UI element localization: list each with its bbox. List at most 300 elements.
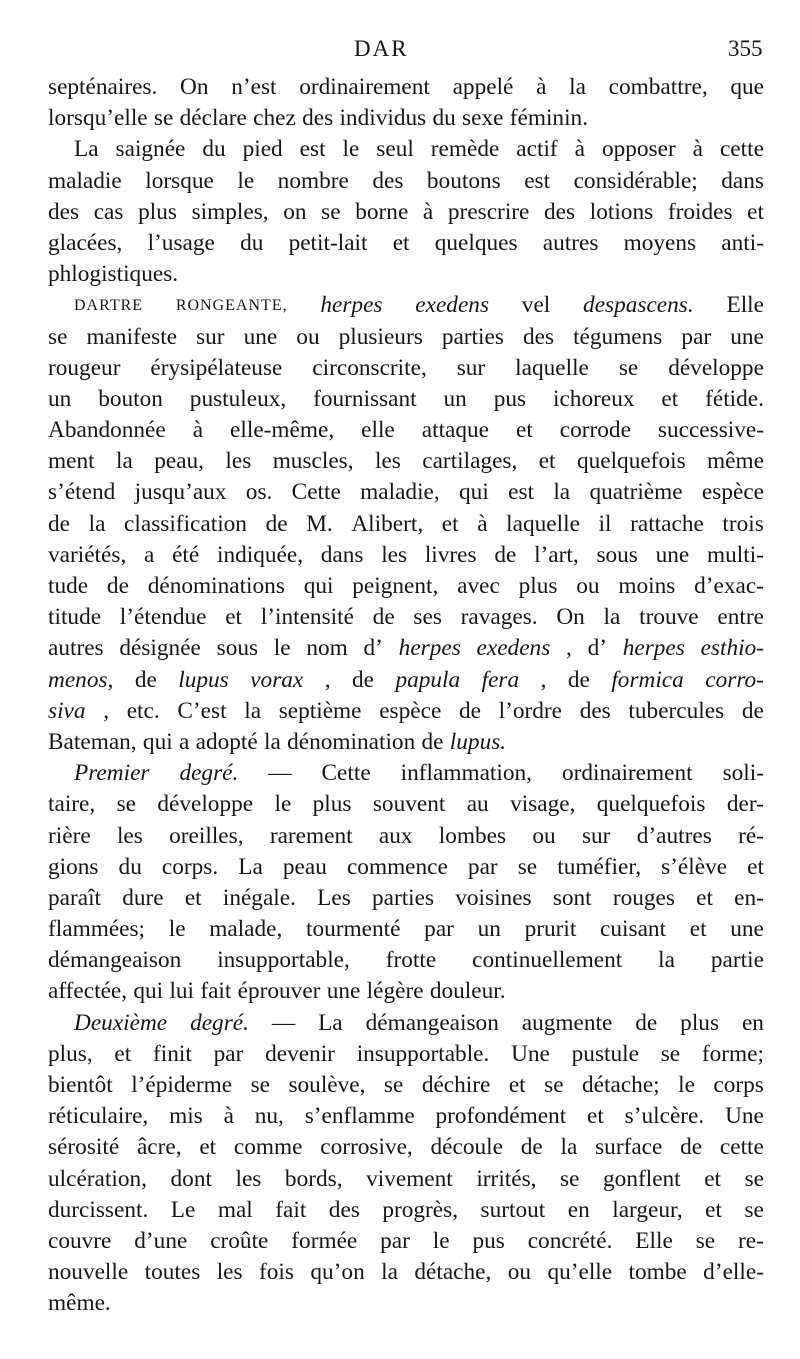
text-line [48,477,764,508]
word: les [116,822,143,849]
word: l’art, [534,541,579,568]
word: moyens [623,229,697,256]
text-line [48,166,764,197]
word: est [299,136,326,163]
text-line [48,415,764,446]
word: est [508,479,534,506]
word: le [678,1072,695,1098]
word: commence [346,853,448,880]
word: qu’on [310,1259,365,1286]
word: le [273,635,291,662]
word: par [424,916,454,943]
word: au [466,791,489,818]
word: se [383,1072,404,1098]
word: se [517,853,538,880]
word: entre [717,604,764,631]
text-line [48,384,764,415]
word: augmente [521,1009,613,1036]
word: le [342,136,360,163]
italic-word: lupus [178,666,229,693]
word: par [380,1227,410,1254]
word: jusqu’aux [134,479,227,506]
word: septième [278,697,362,724]
word: vel [521,292,551,319]
word: se [618,354,639,381]
word: détache, [414,1259,492,1286]
word: Abandonnée [48,417,166,444]
word: trois [722,510,764,537]
word: comme [233,1134,303,1161]
text-line [48,1257,764,1288]
word: qui [459,479,489,506]
word: taire, [48,791,96,818]
italic-word: exedens [476,635,551,662]
word: On [556,604,585,631]
running-title: DAR [354,36,409,61]
word: est [524,167,551,194]
word: un [48,385,72,412]
word: plus [138,198,177,225]
word: de [421,728,444,755]
word: La [74,136,99,163]
word: couvre [48,1227,112,1254]
word: boutons [426,167,501,194]
word: parties [441,323,504,350]
word: livres [424,541,477,568]
word: M. [306,510,333,537]
italic-word: lupus. [449,728,507,755]
word: cuisant [600,916,667,943]
word: fait [275,1196,307,1223]
word: tourmenté [306,916,401,943]
word: ravages. [460,604,538,631]
word: ichoreux [552,385,635,412]
word: quelques [434,229,518,256]
word: sur [581,822,611,849]
word: quelquefois [576,448,686,475]
word: ou [532,822,556,849]
word: lotions [589,198,654,225]
word: simples, [191,198,269,225]
word: la [244,697,262,724]
word: durcissent. [48,1196,149,1223]
word: d’une [134,1227,188,1254]
word: de [48,510,70,537]
word: de [741,697,764,724]
text-line [48,945,764,976]
text-line [48,353,764,384]
text-line [48,727,764,758]
word: nom [306,635,348,662]
word: peau [282,853,327,880]
word: finit [153,1040,192,1067]
page-header [0,36,800,76]
word: aux [378,822,413,849]
word: oreilles, [169,822,244,849]
word: une [730,916,764,943]
text-line [48,1226,764,1257]
word: la [569,74,586,100]
word: sérosité [48,1134,120,1161]
italic-word: papula [395,666,461,693]
word: d’autres [636,822,712,849]
word: prescrire [447,198,530,225]
word: les [235,1165,262,1192]
word: attaque [421,417,490,444]
word: , [566,635,572,662]
word: bouton [98,385,163,412]
word: soulève, [288,1072,366,1098]
word: de [635,1009,658,1036]
word: , [540,666,547,693]
word: dure [122,884,164,911]
word: Bateman, [48,728,137,755]
word: lui [169,978,195,1005]
word: croûte [210,1227,269,1254]
word: s’ulcère. [624,1103,705,1130]
word: moins [618,573,676,599]
word: concrété. [527,1227,613,1254]
word: âcre, [136,1134,182,1161]
text-line [48,259,764,290]
text-line [48,103,764,134]
small-caps-word: RONGEANTE, [175,297,288,315]
word: l’étendue [119,604,207,631]
word: été [172,541,200,568]
word: se [695,1227,716,1254]
italic-word: degré. [190,1009,249,1036]
text-line [48,322,764,353]
word: érysipélateuse [150,354,283,381]
word: qui [133,978,164,1005]
word: se [116,791,136,818]
word: à [574,136,585,163]
word: par [213,1040,244,1067]
word: éprouver [237,978,321,1005]
italic-word: formica [611,666,684,693]
word: pied [242,136,283,163]
word: dont [170,1165,212,1192]
word: pus [493,385,527,412]
word: froides [667,198,733,225]
word: etc. [126,697,160,724]
word: qu’elle [547,1259,613,1286]
word: démangeaison [48,947,182,974]
word: une [243,323,278,350]
word: classification [124,510,247,537]
word: circonscrite, [312,354,427,381]
word: se [321,198,341,225]
word: a [144,541,155,568]
word: peignent, [352,573,439,599]
word: phlogistiques. [48,261,179,288]
word: les [374,448,401,475]
word: l’ordre [498,697,563,724]
word: insupportable. [356,1040,490,1067]
word: trouve [639,604,699,631]
word: plusieurs [338,323,423,350]
word: La [238,853,263,880]
text-line [48,852,764,883]
word: voisines [455,884,532,911]
italic-word: siva [48,697,86,724]
word: soli- [722,760,764,787]
word: déclare [179,105,247,132]
word: plus [312,791,352,818]
word: à [536,74,547,100]
word: un [443,385,467,412]
word: cette [719,1134,764,1161]
italic-word: menos, [48,666,114,693]
word: de [134,666,157,693]
text-line [48,976,764,1007]
word: laquelle [515,354,589,381]
word: douleur. [429,978,506,1005]
word: l’intensité [260,604,354,631]
word: ou [296,323,320,350]
word: par [467,853,498,880]
word: la [88,510,106,537]
word: gions [48,853,99,880]
text-line [48,72,764,103]
word: et [704,1165,722,1192]
word: la [603,604,621,631]
word: remède [430,136,500,163]
word: visage, [510,791,576,818]
word: La [318,1009,343,1036]
word: corrode [559,417,631,444]
word: des [48,198,80,225]
word: rière [48,822,91,849]
word: combattre, [608,74,708,100]
text-line [48,134,764,165]
italic-word: esthio- [700,635,764,662]
word: découle [430,1134,503,1161]
word: bientôt [48,1072,113,1098]
text-line [48,602,764,633]
word: nu, [254,1103,284,1130]
word: détache; [582,1072,660,1098]
word: successive- [657,417,764,444]
word: se [660,1040,681,1067]
word: en [741,1009,764,1036]
word: formée [291,1227,358,1254]
word: une [730,323,764,350]
word: fois [259,1259,294,1286]
word: forme; [701,1040,764,1067]
word: et [587,1103,604,1130]
word: avec [457,573,500,599]
word: dénominations [147,573,285,599]
text-line [48,228,764,259]
word: une [326,978,361,1005]
word: de [680,1134,703,1161]
word: profondément [435,1103,567,1130]
word: fétide. [705,385,764,412]
word: corrosive, [320,1134,413,1161]
text-line [48,633,764,664]
text-line [48,571,764,602]
word: actif [516,136,558,163]
italic-word: exedens [415,292,490,319]
word: autres [48,635,104,662]
italic-word: despascens. [583,292,694,319]
word: variétés, [48,541,127,568]
text-line [48,1070,764,1101]
word: se [48,323,68,350]
word: ment [48,448,95,475]
word: chez [253,105,296,132]
word: elle [361,417,395,444]
word: multi- [706,541,764,568]
word: fournissant [313,385,417,412]
word: glacées, [48,229,123,256]
word: légère [366,978,424,1005]
word: féminin. [509,105,589,132]
word: se [153,105,174,132]
word: de [106,573,129,599]
word: cette [719,136,764,163]
italic-word: herpes [398,635,461,662]
word: dénomination [287,728,416,755]
italic-word: corro- [705,666,764,693]
word: ou [576,573,600,599]
word: et [515,417,533,444]
word: sont [552,884,592,911]
word: de [567,666,590,693]
word: développe [668,354,764,381]
word: ordinairement [561,760,693,787]
word: plus [680,1009,720,1036]
word: nombre [277,167,349,194]
text-line [48,665,764,696]
word: Une [511,1040,550,1067]
word: espèce [701,479,764,506]
word: continuellement [472,947,623,974]
italic-word: fera [481,666,520,693]
word: seul [376,136,414,163]
word: manifeste [86,323,178,350]
word: a [178,728,190,755]
word: toutes [144,1259,201,1286]
word: — [271,1009,296,1036]
word: pustule [571,1040,639,1067]
word: anti- [721,229,764,256]
text-line [48,290,764,321]
word: qui [303,573,334,599]
word: ses [413,604,442,631]
word: même [707,448,764,475]
italic-word: herpes [622,635,685,662]
word: se [744,1165,764,1192]
word: largeur, [612,1196,683,1223]
text-line [48,914,764,945]
word: surtout [480,1196,546,1223]
word: cartilages, [422,448,518,475]
word: dans [721,167,764,194]
text-line [48,1008,764,1039]
word: septénaires. [48,74,158,100]
word: et [199,1134,217,1161]
word: pus [472,1227,505,1254]
word: de [265,510,288,537]
word: tude [48,573,89,599]
word: re- [738,1227,764,1254]
word: à [192,417,204,444]
word: des [372,167,404,194]
word: C’est [177,697,227,724]
text-line [48,758,764,789]
text-line [48,789,764,820]
word: Elle [726,292,764,319]
word: en- [734,884,764,911]
word: gonflent [603,1165,681,1192]
word: de [494,541,517,568]
word: opposer [601,136,676,163]
word: ulcération, [48,1165,147,1192]
word: développe [157,791,254,818]
word: qui [142,728,173,755]
word: de [351,666,374,693]
word: la [381,1259,398,1286]
word: et [225,604,243,631]
word: paraît [48,884,102,911]
word: devenir [265,1040,335,1067]
word: mal [217,1196,253,1223]
word: les [216,1259,243,1286]
word: muscles, [272,448,354,475]
word: maladie [48,167,122,194]
word: s’enflamme [304,1103,415,1130]
italic-word: degré. [179,760,239,787]
word: nouvelle [48,1259,129,1286]
word: espèce [379,697,442,724]
word: des [522,323,555,350]
word: des [328,1196,360,1223]
word: en [567,1196,590,1223]
word: Le [170,1196,196,1223]
word: titude [48,604,102,631]
word: lombes [438,822,507,849]
word: peau, [154,448,205,475]
word: et [747,853,764,880]
word: frotte [385,947,437,974]
word: l’épiderme [131,1072,233,1098]
text-line [48,696,764,727]
text-line [48,197,764,228]
word: à [477,510,488,537]
word: partie [710,947,764,974]
word: une [655,541,690,568]
text-line [48,821,764,852]
word: le [432,1227,450,1254]
word: fait [200,978,232,1005]
word: le [237,167,255,194]
text-line [48,1039,764,1070]
word: der- [726,791,764,818]
word: On [180,74,209,100]
word: lorsque [145,167,214,194]
text-line [48,540,764,571]
word: la [264,728,281,755]
word: lorsqu’elle [48,105,148,132]
word: d’exac- [694,573,764,599]
word: du [240,229,264,256]
word: et [747,198,764,225]
word: et [441,510,459,537]
word: souvent [372,791,446,818]
word: la [553,479,571,506]
